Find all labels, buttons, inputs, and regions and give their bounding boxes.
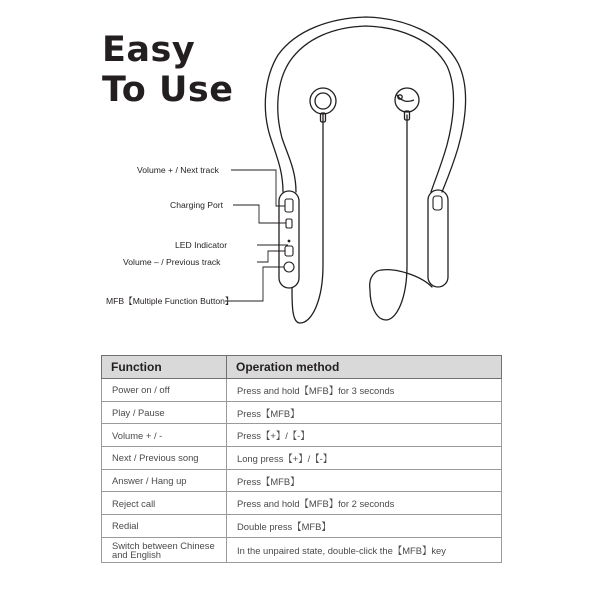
right-earbud-cable bbox=[370, 115, 407, 320]
led-indicator-icon bbox=[288, 240, 291, 243]
method-cell: Press and hold【MFB】for 2 seconds bbox=[227, 492, 502, 515]
table-row bbox=[102, 401, 502, 424]
neckband-inner bbox=[278, 26, 454, 192]
method-cell: Press【+】/【-】 bbox=[227, 424, 502, 447]
table-row bbox=[102, 492, 502, 515]
table-header-row bbox=[102, 356, 502, 379]
operation-table bbox=[101, 355, 502, 563]
table-row bbox=[102, 469, 502, 492]
function-cell: Volume + / - bbox=[102, 424, 227, 447]
function-cell: Power on / off bbox=[102, 379, 227, 402]
table-row bbox=[102, 447, 502, 470]
title-line-1: Easy bbox=[102, 30, 196, 70]
charging-port-icon bbox=[286, 219, 292, 228]
table-row bbox=[102, 424, 502, 447]
table-row bbox=[102, 379, 502, 402]
function-cell: Reject call bbox=[102, 492, 227, 515]
table-row bbox=[102, 537, 502, 562]
volume-down-button-icon bbox=[285, 246, 293, 256]
method-cell: Press【MFB】 bbox=[227, 469, 502, 492]
function-cell: Answer / Hang up bbox=[102, 469, 227, 492]
column-header-method: Operation method bbox=[227, 356, 502, 379]
column-header-function: Function bbox=[102, 356, 227, 379]
mfb-button-icon bbox=[284, 262, 294, 272]
neckband bbox=[265, 17, 465, 192]
method-cell: Long press【+】/【-】 bbox=[227, 447, 502, 470]
leader-volume-up bbox=[231, 170, 285, 206]
function-cell: Redial bbox=[102, 515, 227, 538]
leader-charging-port bbox=[233, 205, 286, 223]
leader-volume-down bbox=[257, 251, 285, 262]
method-cell: In the unpaired state, double-click the【MFB】key bbox=[227, 537, 502, 562]
label-charging-port: Charging Port bbox=[170, 200, 224, 210]
label-volume-down: Volume – / Previous track bbox=[123, 257, 221, 267]
function-cell: Switch between Chinese and English bbox=[102, 537, 227, 562]
method-cell: Press and hold【MFB】for 3 seconds bbox=[227, 379, 502, 402]
function-cell: Next / Previous song bbox=[102, 447, 227, 470]
function-cell: Play / Pause bbox=[102, 401, 227, 424]
label-mfb: MFB【Multiple Function Button】 bbox=[106, 296, 234, 306]
table-row bbox=[102, 515, 502, 538]
volume-up-button-icon bbox=[285, 199, 293, 212]
title-line-2: To Use bbox=[102, 70, 234, 110]
method-cell: Press【MFB】 bbox=[227, 401, 502, 424]
method-cell: Double press【MFB】 bbox=[227, 515, 502, 538]
leader-mfb bbox=[225, 267, 284, 301]
label-volume-up: Volume + / Next track bbox=[137, 165, 219, 175]
left-earbud-cable bbox=[292, 115, 323, 323]
label-led-indicator: LED Indicator bbox=[175, 240, 228, 250]
